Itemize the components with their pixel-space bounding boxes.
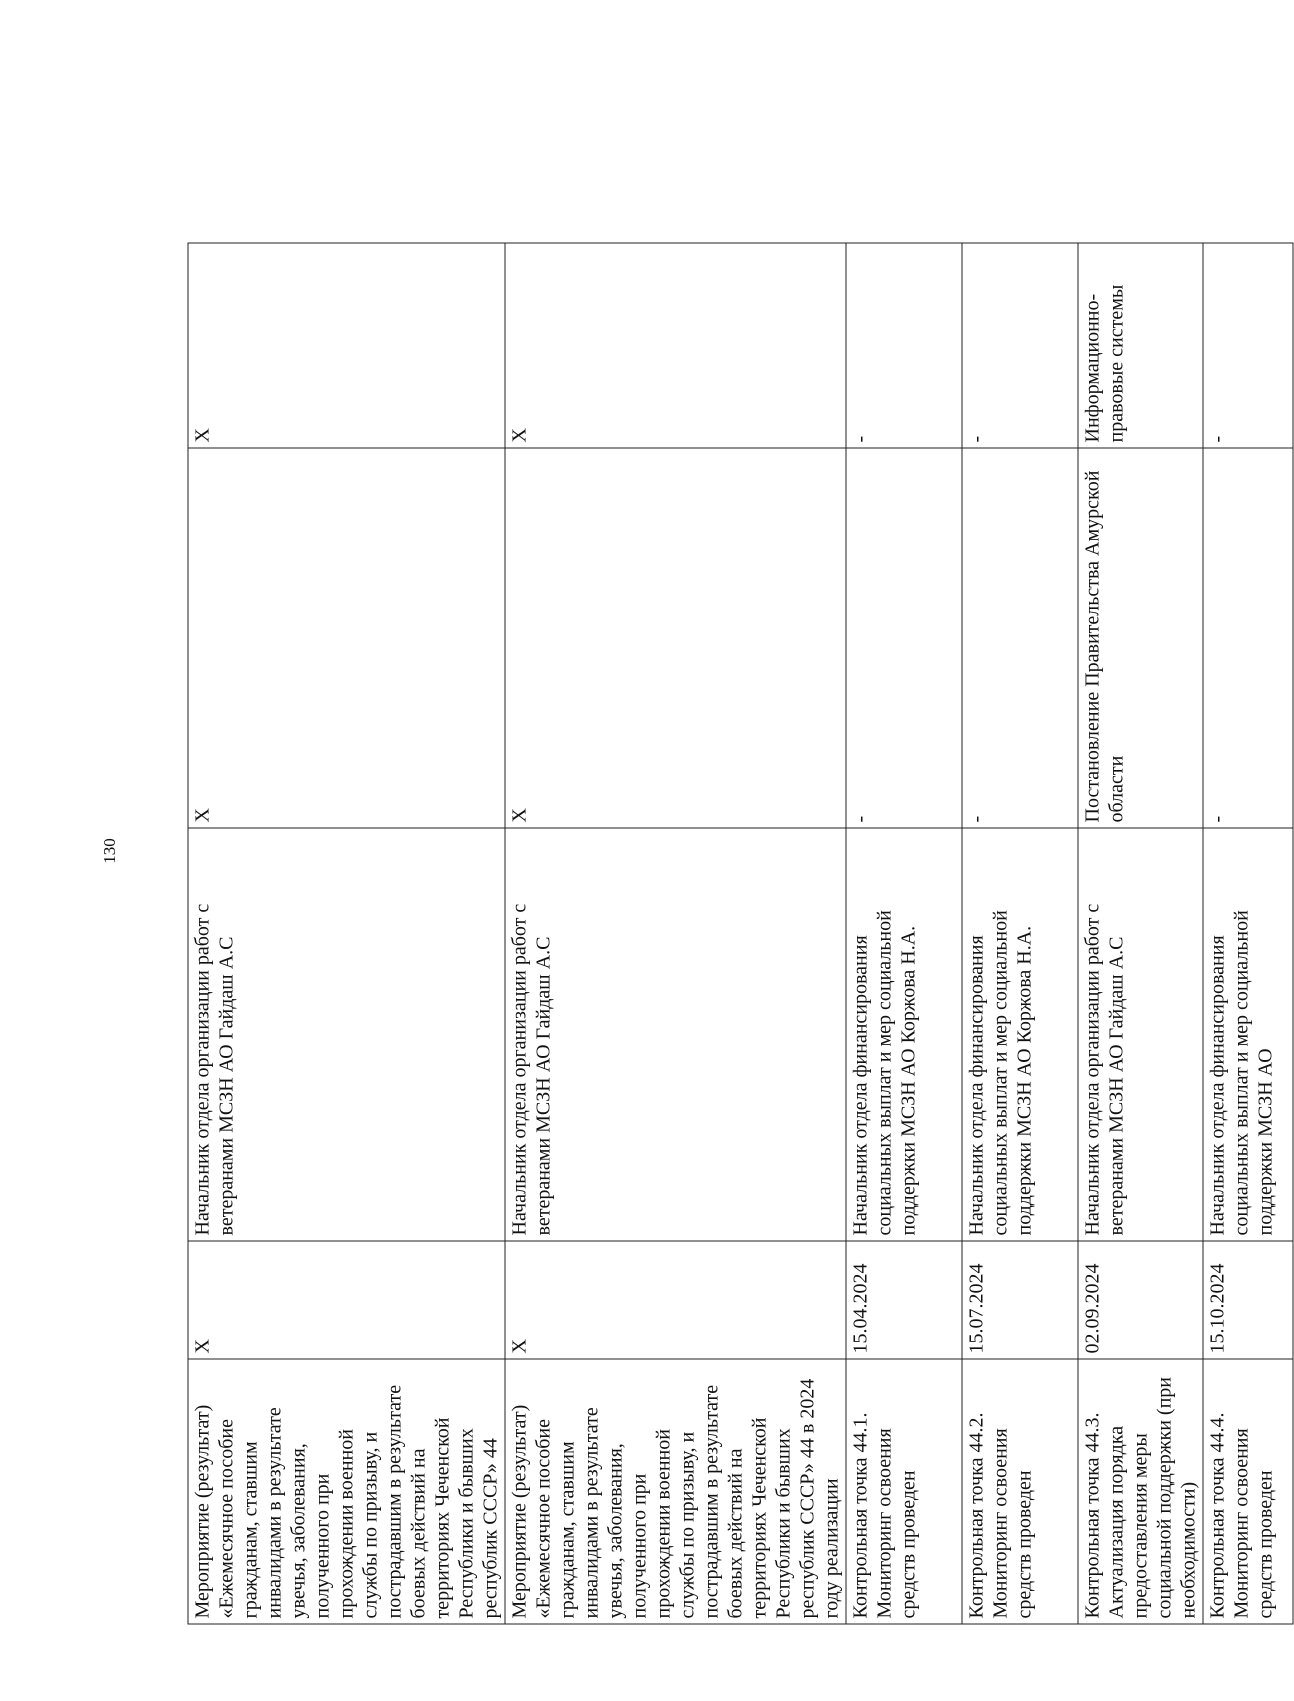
information-system-cell: - xyxy=(846,243,962,448)
table-row xyxy=(846,69,962,1624)
information-system-cell: - xyxy=(962,243,1078,448)
date-cell: X xyxy=(188,1241,505,1359)
date-cell: 15.10.2024 xyxy=(1203,1241,1293,1359)
table-row xyxy=(1203,69,1293,1624)
event-name-cell: Контрольная точка 44.4. Мониторинг освоения средств проведен xyxy=(1203,1359,1293,1624)
date-cell: 15.07.2024 xyxy=(962,1241,1078,1359)
responsible-cell: Начальник отдела организации работ с ветеранами МСЗН АО Гайдаш А.С xyxy=(1078,828,1203,1241)
information-system-cell: X xyxy=(505,243,846,448)
date-cell: X xyxy=(505,1241,846,1359)
responsible-cell: Начальник отдела финансирования социальных выплат и мер социальной поддержки МСЗН АО xyxy=(1203,828,1293,1241)
event-name-cell: Контрольная точка 44.2. Мониторинг освоения средств проведен xyxy=(962,1359,1078,1624)
information-system-cell: Информационно-правовые системы xyxy=(1078,243,1203,448)
responsible-cell: Начальник отдела организации работ с ветеранами МСЗН АО Гайдаш А.С xyxy=(505,828,846,1241)
table-row xyxy=(1078,69,1203,1624)
event-name-cell: Контрольная точка 44.3. Актуализация порядка предоставления меры социальной поддержки (при необходимости) xyxy=(1078,1359,1203,1624)
document-cell: - xyxy=(1203,448,1293,828)
page-number: 130 xyxy=(100,837,119,864)
information-system-cell: - xyxy=(1203,243,1293,448)
responsible-cell: Начальник отдела финансирования социальных выплат и мер социальной поддержки МСЗН АО Коржова Н.А. xyxy=(846,828,962,1241)
event-name-cell: Контрольная точка 44.1. Мониторинг освоения средств проведен xyxy=(846,1359,962,1624)
document-cell: - xyxy=(846,448,962,828)
document-cell: - xyxy=(962,448,1078,828)
document-cell: Постановление Правительства Амурской области xyxy=(1078,448,1203,828)
control-points-table xyxy=(188,68,1294,1624)
responsible-cell: Начальник отдела организации работ с ветеранами МСЗН АО Гайдаш А.С xyxy=(188,828,505,1241)
event-name-cell: Мероприятие (результат) «Ежемесячное пособие гражданам, ставшим инвалидами в результате увечья, заболевания, полученного при прохождении военной службы по призыву, и пострадавшим в результате боевых действий на территориях Чеченской Республики и бывших республик СССР» 44 в 2024 году реализации xyxy=(505,1359,846,1624)
table-row xyxy=(962,69,1078,1624)
document-cell: X xyxy=(188,448,505,828)
date-cell: 02.09.2024 xyxy=(1078,1241,1203,1359)
table-row xyxy=(505,69,846,1624)
responsible-cell: Начальник отдела финансирования социальных выплат и мер социальной поддержки МСЗН АО Коржова Н.А. xyxy=(962,828,1078,1241)
rotated-table-wrapper xyxy=(188,69,1277,1624)
table-row xyxy=(188,69,505,1624)
event-name-cell: Мероприятие (результат) «Ежемесячное пособие гражданам, ставшим инвалидами в результате увечья, заболевания, полученного при прохождении военной службы по призыву, и пострадавшим в результате боевых действий на территориях Чеченской Республики и бывших республик СССР» 44 xyxy=(188,1359,505,1624)
date-cell: 15.04.2024 xyxy=(846,1241,962,1359)
document-cell: X xyxy=(505,448,846,828)
information-system-cell: X xyxy=(188,243,505,448)
